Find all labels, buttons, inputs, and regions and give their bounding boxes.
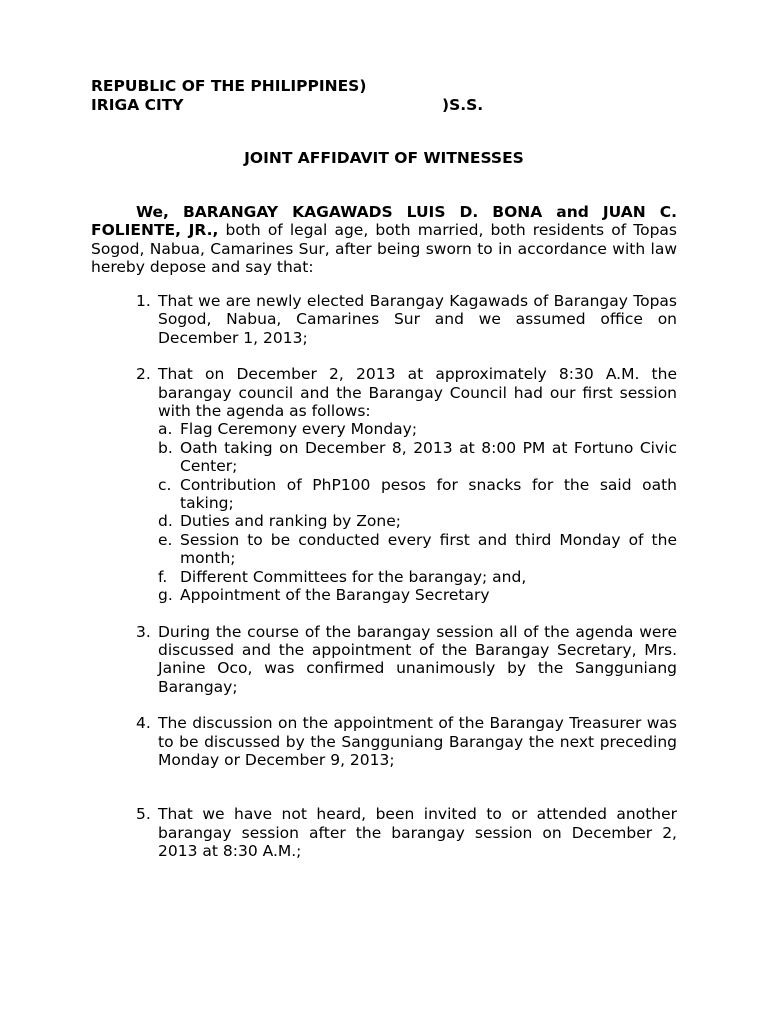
agenda-letter: b. bbox=[158, 438, 173, 457]
venue-caption bbox=[91, 77, 484, 115]
agenda-item bbox=[158, 476, 677, 513]
agenda-text: Contribution of PhP100 pesos for snacks for the said oath taking; bbox=[180, 475, 677, 513]
document-title: JOINT AFFIDAVIT OF WITNESSES bbox=[244, 149, 524, 167]
item-number: 2. bbox=[136, 365, 151, 384]
agenda-text: Duties and ranking by Zone; bbox=[180, 512, 401, 531]
list-item bbox=[91, 623, 677, 697]
item-number: 1. bbox=[136, 292, 151, 310]
agenda-letter: f. bbox=[158, 567, 168, 586]
agenda-text: Session to be conducted every first and third Monday of the month; bbox=[180, 530, 677, 568]
item-number: 3. bbox=[136, 622, 151, 641]
agenda-item bbox=[158, 420, 677, 438]
intro-text: both of legal age, both married, both residents of Topas Sogod, Nabua, Camarines Sur, after being sworn to in accordance with law hereby depose and say that: bbox=[91, 221, 677, 277]
agenda-letter: a. bbox=[158, 420, 173, 439]
list-item bbox=[91, 714, 677, 769]
affiants-names: We, BARANGAY KAGAWADS LUIS D. BONA and JUAN C. FOLIENTE, JR., bbox=[91, 203, 677, 240]
agenda-item bbox=[158, 439, 677, 476]
item-text: That on December 2, 2013 at approximately 8:30 A.M. the barangay council and the Barangay Council had our first session with the agenda as follows: bbox=[158, 365, 677, 421]
item-text: That we have not heard, been invited to or attended another barangay session after the barangay session on December 2, 2013 at 8:30 A.M.; bbox=[158, 805, 677, 861]
caption-city: IRIGA CITY bbox=[91, 96, 184, 114]
agenda-letter: c. bbox=[158, 475, 172, 494]
caption-republic: REPUBLIC OF THE PHILIPPINES) bbox=[91, 77, 367, 95]
agenda-text: Oath taking on December 8, 2013 at 8:00 PM at Fortuno Civic Center; bbox=[180, 438, 677, 476]
item-text: That we are newly elected Barangay Kagawads of Barangay Topas Sogod, Nabua, Camarines Sur and we assumed office on December 1, 2013; bbox=[158, 292, 677, 347]
item-number: 5. bbox=[136, 805, 151, 824]
item-text: The discussion on the appointment of the Barangay Treasurer was to be discussed by the Sangguniang Barangay the next preceding Monday or December 9, 2013; bbox=[158, 714, 677, 769]
agenda-item bbox=[158, 586, 677, 604]
agenda-item bbox=[158, 512, 677, 530]
agenda-text: Appointment of the Barangay Secretary bbox=[180, 586, 490, 605]
agenda-text: Different Committees for the barangay; and, bbox=[180, 567, 527, 586]
agenda-item bbox=[158, 531, 677, 568]
caption-ss: )S.S. bbox=[442, 96, 484, 114]
agenda-letter: g. bbox=[158, 586, 173, 605]
numbered-statements bbox=[91, 292, 677, 879]
list-item bbox=[91, 365, 677, 604]
agenda-list bbox=[158, 420, 677, 604]
intro-paragraph bbox=[91, 203, 677, 277]
agenda-letter: d. bbox=[158, 512, 173, 531]
agenda-text: Flag Ceremony every Monday; bbox=[180, 420, 418, 439]
agenda-item bbox=[158, 568, 677, 586]
agenda-letter: e. bbox=[158, 530, 173, 549]
list-item bbox=[91, 805, 677, 860]
list-item bbox=[91, 292, 677, 347]
item-text: During the course of the barangay session all of the agenda were discussed and the appointment of the Barangay Secretary, Mrs. Janine Oco, was confirmed unanimously by the Sangguniang Barangay; bbox=[158, 622, 677, 696]
item-number: 4. bbox=[136, 714, 151, 733]
